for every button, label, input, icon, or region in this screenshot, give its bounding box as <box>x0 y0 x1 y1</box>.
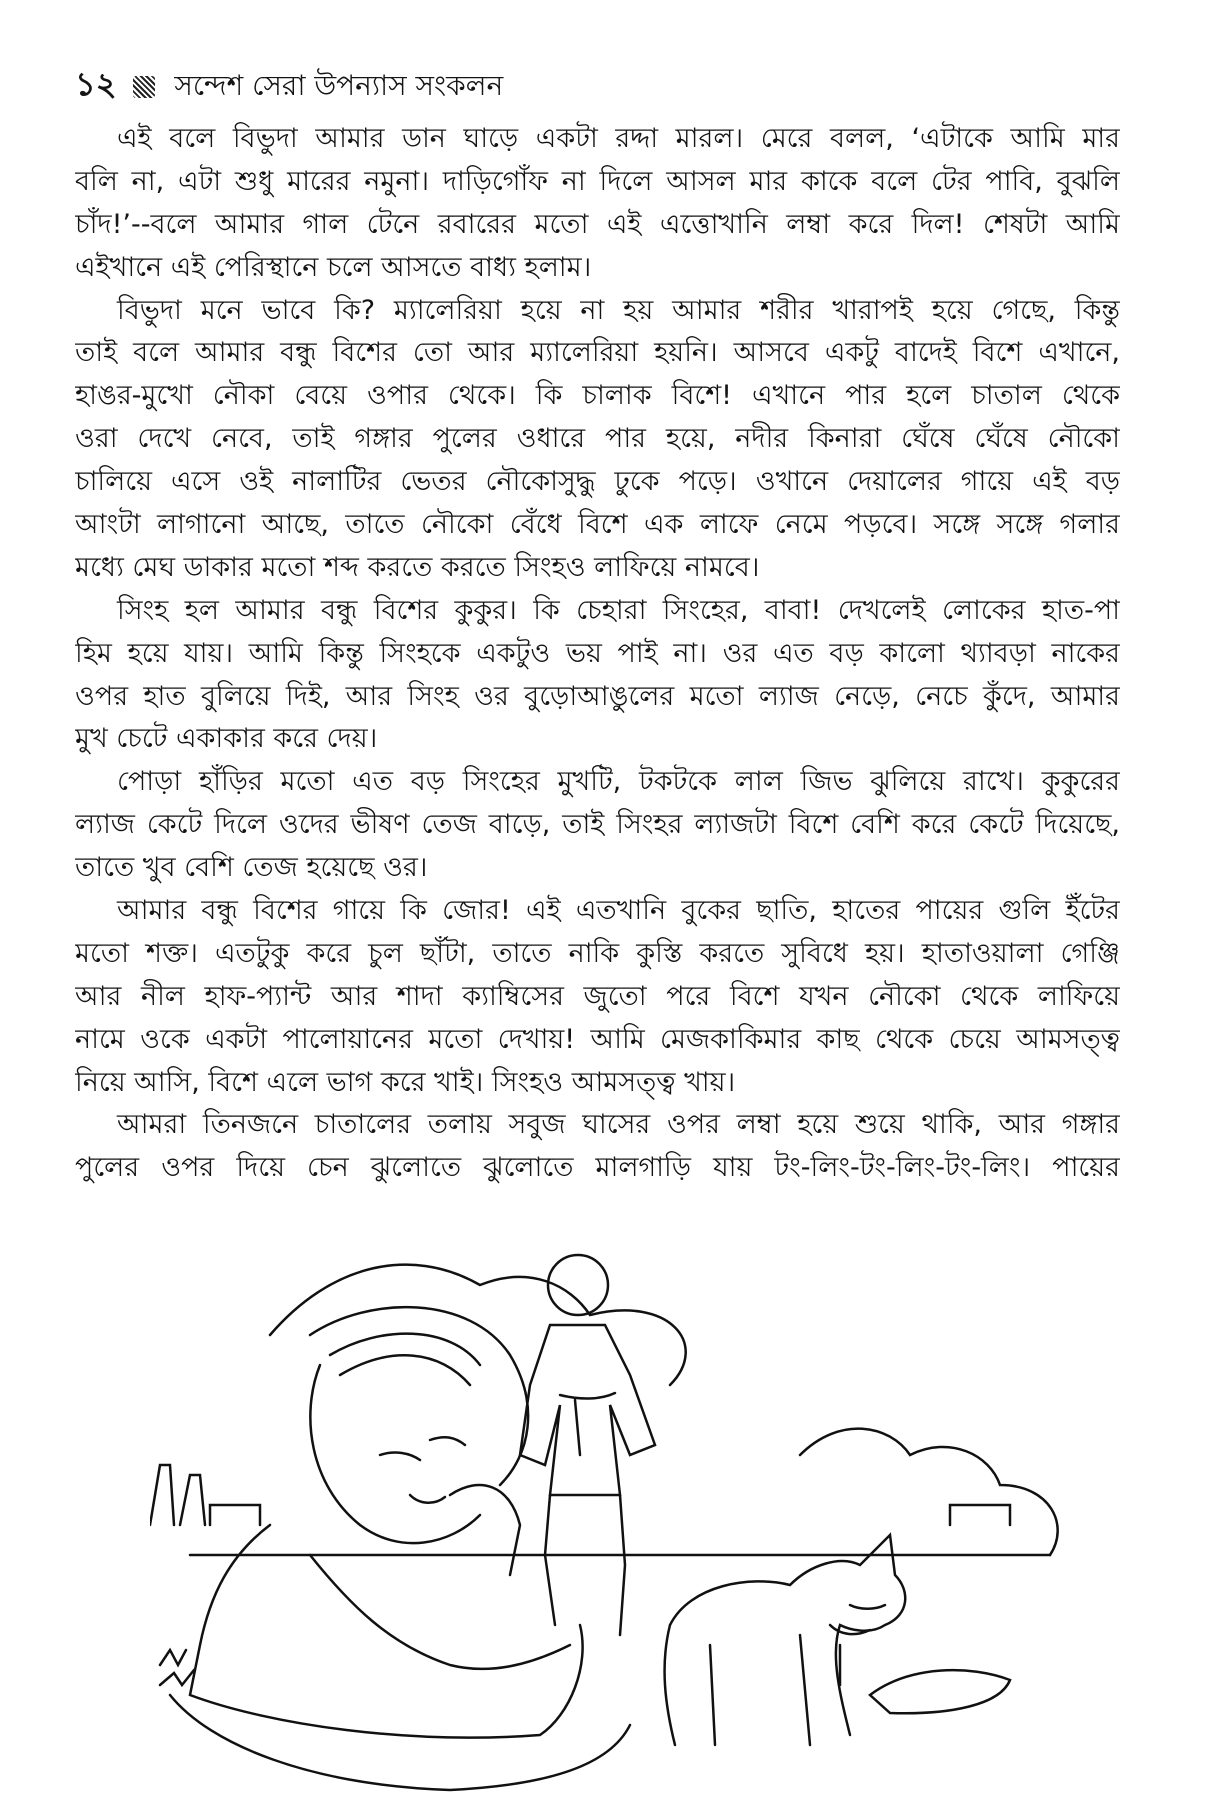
text-line: পোড়া হাঁড়ির মতো এত বড় সিংহের মুখটি, টকটকে লাল জিভ ঝুলিয়ে রাখে। কুকুরের <box>117 766 1120 798</box>
text-line: তাই বলে আমার বন্ধু বিশের তো আর ম্যালেরিয়া হয়নি। আসবে একটু বাদেই বিশে এখানে, <box>75 337 1120 369</box>
text-line: হিম হয়ে যায়। আমি কিন্তু সিংহকে একটুও ভয় পাই না। ওর এত বড় কালো থ্যাবড়া নাকের <box>75 637 1120 669</box>
text-line: পুলের ওপর দিয়ে চেন ঝুলোতে ঝুলোতে মালগাড়ি যায় টং-লিং-টং-লিং-টং-লিং। পায়ের <box>75 1152 1120 1184</box>
text-line: নিয়ে আসি, বিশে এলে ভাগ করে খাই। সিংহও আমসত্ত্ব খায়। <box>75 1066 736 1098</box>
page-number: ১২ <box>75 65 117 103</box>
ornament-icon <box>133 76 155 98</box>
text-line: আর নীল হাফ-প্যান্ট আর শাদা ক্যাম্বিসের জুতো পরে বিশে যখন নৌকো থেকে লাফিয়ে <box>75 980 1120 1012</box>
text-line: আমরা তিনজনে চাতালের তলায় সবুজ ঘাসের ওপর লম্বা হয়ে শুয়ে থাকি, আর গঙ্গার <box>117 1109 1120 1141</box>
body-text <box>75 118 1120 1190</box>
background-hills <box>190 1265 1058 1555</box>
illustration <box>150 1225 1100 1805</box>
text-line: বিভুদা মনে ভাবে কি? ম্যালেরিয়া হয়ে না হয় আমার শরীর খারাপই হয়ে গেছে, কিন্তু <box>117 294 1120 326</box>
grass <box>160 1650 194 1685</box>
text-line: নামে ওকে একটা পালোয়ানের মতো দেখায়! আমি মেজকাকিমার কাছ থেকে চেয়ে আমসত্ত্ব <box>75 1023 1120 1055</box>
text-line: ওরা দেখে নেবে, তাই গঙ্গার পুলের ওধারে পার হয়ে, নদীর কিনারা ঘেঁষে ঘেঁষে নৌকো <box>75 423 1120 455</box>
boat <box>840 1645 1010 1713</box>
book-title: সন্দেশ সেরা উপন্যাস সংকলন <box>174 69 504 102</box>
text-line: এই বলে বিভুদা আমার ডান ঘাড়ে একটা রদ্দা মারল। মেরে বলল, ‘এটাকে আমি মার <box>117 123 1120 154</box>
text-line: মধ্যে মেঘ ডাকার মতো শব্দ করতে করতে সিংহও লাফিয়ে নামবে। <box>75 551 760 583</box>
text-line: চাঁদ!’--বলে আমার গাল টেনে রবারের মতো এই এত্তোখানি লম্বা করে দিল! শেষটা আমি <box>75 208 1120 240</box>
text-line: আংটা লাগানো আছে, তাতে নৌকো বেঁধে বিশে এক লাফে নেমে পড়বে। সঙ্গে সঙ্গে গলার <box>75 509 1120 541</box>
running-header <box>75 64 503 106</box>
text-line: চালিয়ে এসে ওই নালাটির ভেতর নৌকোসুদ্ধু ঢুকে পড়ে। ওখানে দেয়ালের গায়ে এই বড় <box>75 466 1120 498</box>
dog <box>665 1535 906 1745</box>
text-line: তাতে খুব বেশি তেজ হয়েছে ওর। <box>75 852 428 884</box>
text-line: আমার বন্ধু বিশের গায়ে কি জোর! এই এতখানি বুকের ছাতি, হাতের পায়ের গুলি ইঁটের <box>117 895 1120 927</box>
text-line: এইখানে এই পেরিস্থানে চলে আসতে বাধ্য হলাম। <box>75 251 592 283</box>
text-line: বলি না, এটা শুধু মারের নমুনা। দাড়িগোঁফ না দিলে আসল মার কাকে বলে টের পাবি, বুঝলি <box>75 165 1120 197</box>
lying-boy <box>170 1307 630 1790</box>
text-line: ওপর হাত বুলিয়ে দিই, আর সিংহ ওর বুড়োআঙুলের মতো ল্যাজ নেড়ে, নেচে কুঁদে, আমার <box>75 680 1120 712</box>
text-line: মুখ চেটে একাকার করে দেয়। <box>75 723 378 755</box>
text-line: সিংহ হল আমার বন্ধু বিশের কুকুর। কি চেহারা সিংহের, বাবা! দেখলেই লোকের হাত-পা <box>117 594 1120 626</box>
text-line: হাঙর-মুখো নৌকা বেয়ে ওপার থেকে। কি চালাক বিশে! এখানে পার হলে চাতাল থেকে <box>75 380 1120 412</box>
text-line: মতো শক্ত। এতটুকু করে চুল ছাঁটা, তাতে নাকি কুস্তি করতে সুবিধে হয়। হাতাওয়ালা গেঞ্জি <box>75 937 1120 969</box>
text-line: ল্যাজ কেটে দিলে ওদের ভীষণ তেজ বাড়ে, তাই সিংহর ল্যাজটা বিশে বেশি করে কেটে দিয়েছে, <box>75 809 1120 841</box>
